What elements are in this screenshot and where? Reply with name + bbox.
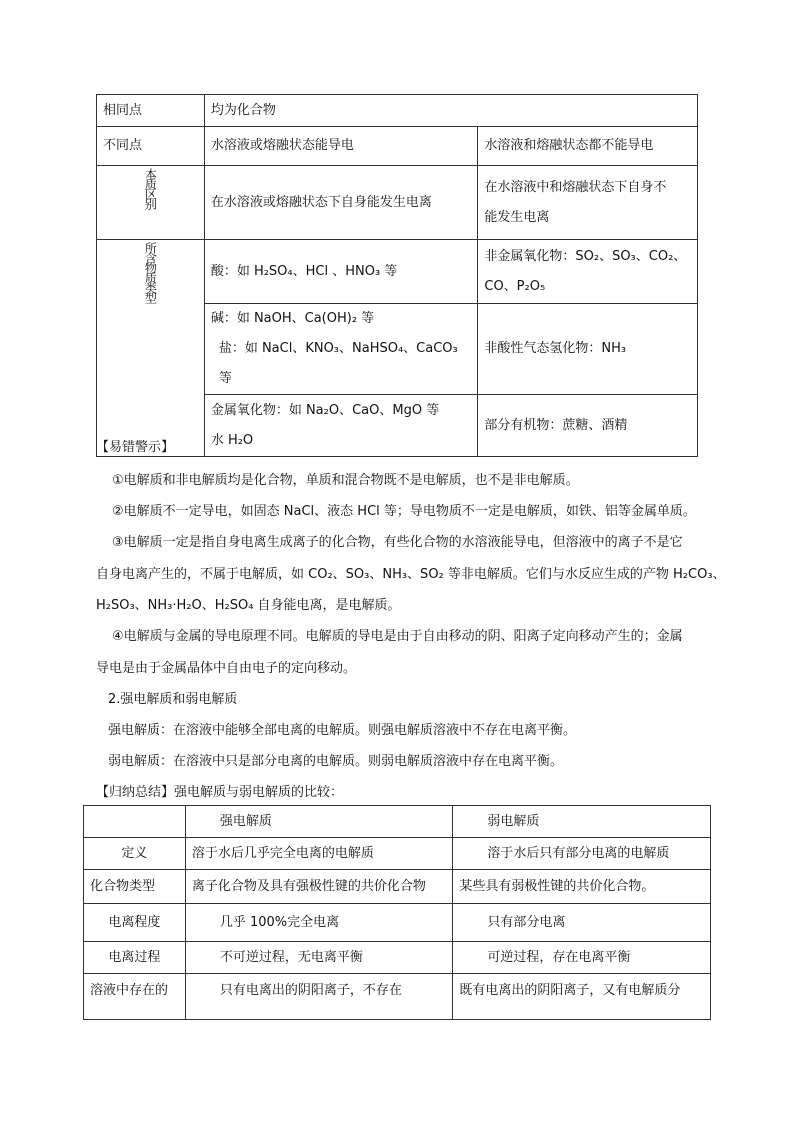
base-line: 碱：如 NaOH、Ca(OH)₂ 等 bbox=[210, 311, 375, 326]
warning-p3-line2: 自身电离产生的，不属于电解质，如 CO₂、SO₃、NH₃、SO₂ 等非电解质。它们与水反应生成的产物 H₂CO₃、 bbox=[96, 567, 726, 582]
table-row bbox=[84, 974, 711, 1020]
types-nonmetal-oxide bbox=[478, 240, 698, 304]
strong-definition: 强电解质：在溶液中能够全部电离的电解质。则强电解质溶液中不存在电离平衡。 bbox=[108, 723, 577, 738]
weak-cell: 某些具有弱极性键的共价化合物。 bbox=[453, 870, 711, 904]
nature-label-text: 本质区别 bbox=[143, 168, 158, 208]
table-row bbox=[97, 95, 698, 127]
warning-p2: ②电解质不一定导电，如固态 NaCl、液态 HCl 等；导电物质不一定是电解质，如铁、铝等金属单质。 bbox=[112, 504, 696, 519]
row-label-nature bbox=[97, 166, 205, 240]
electrolyte-comparison-table bbox=[96, 94, 698, 457]
table-row bbox=[97, 127, 698, 166]
table-row bbox=[84, 838, 711, 870]
strong-cell: 离子化合物及具有强极性键的共价化合物 bbox=[185, 870, 453, 904]
strong-cell: 不可逆过程，无电离平衡 bbox=[185, 942, 453, 974]
strong-weak-comparison-table bbox=[83, 805, 711, 1020]
nature-nonelectrolyte bbox=[478, 166, 698, 240]
table-row bbox=[97, 240, 698, 304]
section2-title: 2.强电解质和弱电解质 bbox=[108, 692, 238, 707]
strong-cell: 溶于水后几乎完全电离的电解质 bbox=[185, 838, 453, 870]
warning-p4-line2: 导电是由于金属晶体中自由电子的定向移动。 bbox=[96, 661, 357, 676]
warning-p1: ①电解质和非电解质均是化合物，单质和混合物既不是电解质，也不是非电解质。 bbox=[112, 473, 579, 488]
nonmetal-oxide-line2: CO、P₂O₅ bbox=[484, 278, 546, 294]
row-label: 定义 bbox=[84, 838, 186, 870]
header-strong: 强电解质 bbox=[185, 806, 453, 838]
row-label: 化合物类型 bbox=[84, 870, 186, 904]
table-row bbox=[97, 166, 698, 240]
row-label: 溶液中存在的 bbox=[84, 974, 186, 1020]
types-base-salt bbox=[204, 304, 478, 395]
table-header-row bbox=[84, 806, 711, 838]
table-row bbox=[84, 904, 711, 942]
row-label-same: 相同点 bbox=[97, 95, 205, 127]
table-row bbox=[84, 870, 711, 904]
weak-definition: 弱电解质：在溶液中只是部分电离的电解质。则弱电解质溶液中存在电离平衡。 bbox=[108, 754, 564, 769]
nature-electrolyte: 在水溶液或熔融状态下自身能发生电离 bbox=[204, 166, 478, 240]
nonmetal-oxide-line1: 非金属氧化物：SO₂、SO₃、CO₂、 bbox=[484, 248, 687, 264]
types-label-text: 所含物质类型 bbox=[143, 242, 158, 302]
same-value: 均为化合物 bbox=[204, 95, 697, 127]
metal-oxide-line2: 水 H₂O bbox=[210, 432, 254, 448]
nature-line1: 在水溶液中和熔融状态下自身不 bbox=[484, 179, 667, 195]
header-weak: 弱电解质 bbox=[453, 806, 711, 838]
row-label: 电离过程 bbox=[84, 942, 186, 974]
types-acid: 酸：如 H₂SO₄、HCl 、HNO₃ 等 bbox=[204, 240, 478, 304]
warning-p3-line1: ③电解质一定是指自身电离生成离子的化合物，有些化合物的水溶液能导电，但溶液中的离子不是它 bbox=[112, 535, 683, 550]
table-row bbox=[84, 942, 711, 974]
diff-electrolyte: 水溶液或熔融状态能导电 bbox=[204, 127, 478, 166]
weak-cell: 溶于水后只有部分电离的电解质 bbox=[453, 838, 711, 870]
types-metal-oxide bbox=[204, 395, 478, 457]
strong-cell: 只有电离出的阴阳离子，不存在 bbox=[185, 974, 453, 1020]
warning-p4-line1: ④电解质与金属的导电原理不同。电解质的导电是由于自由移动的阴、阳离子定向移动产生的；金属 bbox=[112, 629, 683, 644]
types-hydride: 非酸性气态氢化物：NH₃ bbox=[478, 304, 698, 395]
summary-heading: 【归纳总结】强电解质与弱电解质的比较： bbox=[96, 785, 344, 800]
row-label-diff: 不同点 bbox=[97, 127, 205, 166]
metal-oxide-line1: 金属氧化物：如 Na₂O、CaO、MgO 等 bbox=[210, 402, 440, 418]
row-label-types bbox=[97, 240, 205, 457]
warning-heading: 【易错警示】 bbox=[96, 440, 175, 455]
header-blank bbox=[84, 806, 186, 838]
diff-nonelectrolyte: 水溶液和熔融状态都不能导电 bbox=[478, 127, 698, 166]
warning-p3-line3: H₂SO₃、NH₃·H₂O、H₂SO₄ 自身能电离，是电解质。 bbox=[96, 598, 401, 613]
row-label: 电离程度 bbox=[84, 904, 186, 942]
types-organic: 部分有机物：蔗糖、酒精 bbox=[478, 395, 698, 457]
weak-cell: 既有电离出的阴阳离子，又有电解质分 bbox=[453, 974, 711, 1020]
nature-line2: 能发生电离 bbox=[484, 209, 550, 225]
weak-cell: 可逆过程，存在电离平衡 bbox=[453, 942, 711, 974]
weak-cell: 只有部分电离 bbox=[453, 904, 711, 942]
salt-line: 盐：如 NaCl、KNO₃、NaHSO₄、CaCO₃ 等 bbox=[218, 341, 458, 386]
strong-cell: 几乎 100%完全电离 bbox=[185, 904, 453, 942]
